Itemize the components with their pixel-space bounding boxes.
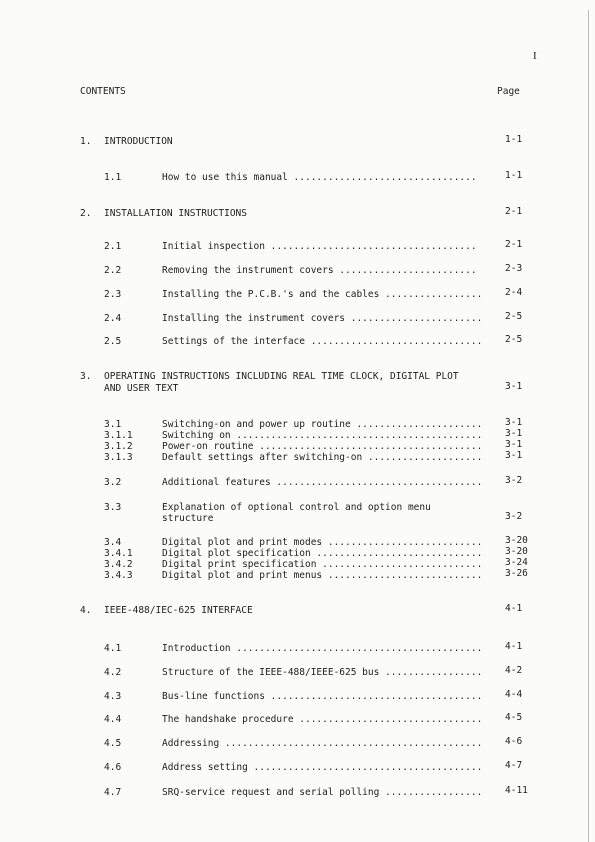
toc-page: 2-4	[505, 287, 523, 298]
toc-text: Switching on ...........................................	[162, 430, 483, 441]
toc-text: Address setting ........................................	[162, 762, 483, 773]
toc-page: 3-1	[505, 417, 523, 428]
toc-num: 3.1.1	[104, 430, 133, 441]
toc-num: 3.4.3	[104, 570, 133, 581]
toc-page: 3-1	[505, 439, 523, 450]
toc-num: 4.4	[104, 714, 122, 725]
toc-num: 4.2	[104, 667, 122, 678]
toc-text: SRQ-service request and serial polling .................	[162, 787, 483, 798]
toc-text: The handshake procedure ................................	[162, 714, 483, 725]
scan-edge-line	[588, 10, 589, 842]
toc-num: 3.4.1	[104, 548, 133, 559]
toc-num: 3.1	[104, 419, 122, 430]
toc-page: 4-1	[505, 641, 523, 652]
toc-num: 1.	[80, 136, 92, 147]
toc-text: IEEE-488/IEC-625 INTERFACE	[104, 605, 253, 616]
toc-text: Digital plot and print menus ...........................	[162, 570, 483, 581]
toc-page: 4-11	[505, 785, 528, 796]
toc-text: Structure of the IEEE-488/IEEE-625 bus .................	[162, 667, 483, 678]
toc-num: 4.5	[104, 738, 122, 749]
toc-text: Settings of the interface ..............................	[162, 336, 483, 347]
toc-page: 3-26	[505, 568, 528, 579]
toc-page: 4-1	[505, 603, 523, 614]
toc-text: How to use this manual ................................	[162, 172, 477, 183]
toc-text: Installing the instrument covers .......................	[162, 313, 483, 324]
toc-text: Introduction ...........................................	[162, 643, 483, 654]
toc-text: Addressing .............................................	[162, 738, 483, 749]
toc-page: 3-24	[505, 557, 528, 568]
toc-page: 4-5	[505, 712, 523, 723]
toc-page: 2-1	[505, 239, 523, 250]
toc-num: 2.5	[104, 336, 122, 347]
toc-page: 3-1	[505, 450, 523, 461]
toc-num: 2.4	[104, 313, 122, 324]
toc-text: Initial inspection ....................................	[162, 241, 477, 252]
toc-text: Installing the P.C.B.'s and the cables .................	[162, 289, 483, 300]
toc-page: 3-1	[505, 381, 523, 392]
toc-num: 3.4.2	[104, 559, 133, 570]
toc-text: Digital plot specification .............................	[162, 548, 483, 559]
toc-num: 3.	[80, 371, 92, 382]
toc-num: 4.6	[104, 762, 122, 773]
toc-text: Default settings after switching-on ....................	[162, 452, 483, 463]
toc-text: structure	[162, 513, 214, 524]
toc-num: 3.3	[104, 502, 122, 513]
contents-heading: CONTENTS	[80, 86, 126, 97]
toc-text: Bus-line functions .....................................	[162, 691, 483, 702]
page-number: I	[533, 50, 537, 62]
toc-page: 4-2	[505, 665, 523, 676]
toc-num: 1.1	[104, 172, 122, 183]
toc-text: OPERATING INSTRUCTIONS INCLUDING REAL TIME CLOCK, DIGITAL PLOT	[104, 371, 459, 382]
toc-text: Digital print specification ............................	[162, 559, 483, 570]
toc-num: 4.7	[104, 787, 122, 798]
toc-text: AND USER TEXT	[104, 383, 179, 394]
toc-page: 3-20	[505, 535, 528, 546]
page-column-heading: Page	[497, 86, 520, 97]
toc-page: 3-1	[505, 428, 523, 439]
toc-page: 3-2	[505, 475, 523, 486]
toc-page: 2-5	[505, 311, 523, 322]
toc-num: 3.1.3	[104, 452, 133, 463]
toc-text: Digital plot and print modes ...........................	[162, 537, 483, 548]
toc-page: 4-7	[505, 760, 523, 771]
toc-page: 1-1	[505, 134, 523, 145]
toc-page: 2-3	[505, 263, 523, 274]
toc-text: Additional features ....................................	[162, 477, 483, 488]
toc-page: 3-20	[505, 546, 528, 557]
toc-num: 4.	[80, 605, 92, 616]
toc-text: INTRODUCTION	[104, 136, 173, 147]
toc-num: 2.3	[104, 289, 122, 300]
toc-page: 2-1	[505, 206, 523, 217]
toc-page: 4-6	[505, 736, 523, 747]
toc-text: INSTALLATION INSTRUCTIONS	[104, 208, 247, 219]
toc-page: 1-1	[505, 170, 523, 181]
toc-page: 2-5	[505, 334, 523, 345]
toc-num: 3.1.2	[104, 441, 133, 452]
toc-text: Power-on routine .......................................	[162, 441, 483, 452]
toc-num: 2.	[80, 208, 92, 219]
toc-num: 2.2	[104, 265, 122, 276]
toc-num: 4.3	[104, 691, 122, 702]
toc-page: 4-4	[505, 689, 523, 700]
toc-page: 3-2	[505, 511, 523, 522]
toc-num: 4.1	[104, 643, 122, 654]
toc-text: Switching-on and power up routine ......................	[162, 419, 483, 430]
toc-num: 3.4	[104, 537, 122, 548]
toc-text: Explanation of optional control and option menu	[162, 502, 431, 513]
toc-num: 3.2	[104, 477, 122, 488]
toc-num: 2.1	[104, 241, 122, 252]
toc-text: Removing the instrument covers ........................	[162, 265, 477, 276]
